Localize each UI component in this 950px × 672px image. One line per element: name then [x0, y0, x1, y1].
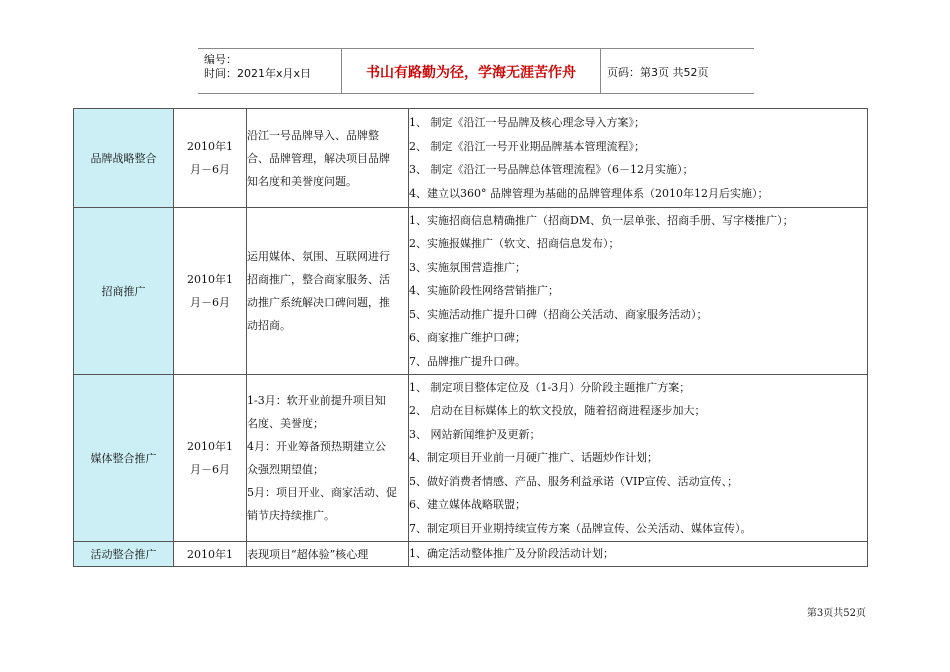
plan-table [73, 108, 868, 567]
tasks-cell [409, 208, 868, 375]
list-item: 6、商家推广维护口碑； [409, 331, 526, 345]
tasks-cell [409, 109, 868, 208]
page-label: 页码：第3页 共52页 [607, 66, 709, 79]
list-item: 4、实施阶段性网络营销推广； [409, 284, 559, 298]
goal-cell: 运用媒体、氛围、互联网进行 招商推广，整合商家服务、活 动推广系统解决口碑问题，推 动招商。 [247, 208, 409, 375]
list-item: 2、 制定《沿江一号开业期品牌基本管理流程》； [409, 139, 645, 153]
category-cell: 招商推广 [74, 208, 174, 375]
table-row [74, 208, 868, 375]
date-cell: 2010年1 月－6月 [174, 375, 247, 542]
page-footer: 第3页共52页 [806, 608, 866, 619]
list-item: 1、 制定《沿江一号品牌及核心理念导入方案》； [409, 116, 645, 129]
list-item: 7、制定项目开业期持续宣传方案（品牌宣传、公关活动、媒体宣传）。 [409, 521, 752, 535]
list-item: 5、做好消费者情感、产品、服务利益承诺（VIP宣传、活动宣传、； [409, 474, 739, 488]
list-item: 1、 制定项目整体定位及（1-3月）分阶段主题推广方案； [409, 380, 691, 394]
list-item: 4、制定项目开业前一月硬广推广、话题炒作计划； [409, 451, 658, 465]
list-item: 2、实施报媒推广（软文、招商信息发布）； [409, 237, 620, 251]
date-cell: 2010年1 月－6月 [174, 109, 247, 208]
header-motto-cell [342, 49, 601, 93]
list-item: 2、 启动在目标媒体上的软文投放，随着招商进程逐步加大； [409, 404, 706, 418]
category-cell: 品牌战略整合 [74, 109, 174, 208]
goal-cell: 沿江一号品牌导入、品牌整 合、品牌管理，解决项目品牌 知名度和美誉度问题。 [247, 109, 409, 208]
list-item: 3、 网站新闻维护及更新； [409, 427, 541, 441]
motto-text: 书山有路勤为径，学海无涯苦作舟 [366, 65, 576, 81]
tasks-cell [409, 542, 868, 567]
category-cell: 活动整合推广 [74, 542, 174, 567]
table-row [74, 542, 868, 567]
list-item: 3、实施氛围营造推广； [409, 260, 526, 274]
goal-cell: 表现项目“超体验”核心理 [247, 542, 409, 567]
list-item: 7、品牌推广提升口碑。 [409, 354, 526, 368]
list-item: 1、实施招商信息精确推广（招商DM、负一层单张、招商手册、写字楼推广）； [409, 213, 794, 227]
time-label: 时间：2021年x月x日 [204, 67, 312, 80]
category-cell: 媒体整合推广 [74, 375, 174, 542]
header-info-cell [198, 49, 342, 93]
list-item: 3、 制定《沿江一号品牌总体管理流程》（6－12月实施）； [409, 163, 694, 176]
date-cell: 2010年1 月－6月 [174, 208, 247, 375]
table-row [74, 375, 868, 542]
page-header [198, 48, 754, 94]
tasks-cell [409, 375, 868, 542]
goal-cell: 1-3月：软开业前提升项目知 名度、美誉度； 4月：开业筹备预热期建立公 众强烈期望值； 5月：项目开业、商家活动、促 销节庆持续推广。 [247, 375, 409, 542]
list-item: 4、建立以360° 品牌管理为基础的品牌管理体系（2010年12月后实施）； [409, 186, 769, 200]
list-item: 1、确定活动整体推广及分阶段活动计划； [409, 547, 614, 561]
list-item: 6、建立媒体战略联盟； [409, 498, 526, 512]
header-page-cell [601, 49, 754, 93]
table-row [74, 109, 868, 208]
date-cell: 2010年1 [174, 542, 247, 567]
list-item: 5、实施活动推广提升口碑（招商公关活动、商家服务活动）； [409, 307, 708, 321]
code-label: 编号： [204, 53, 237, 66]
